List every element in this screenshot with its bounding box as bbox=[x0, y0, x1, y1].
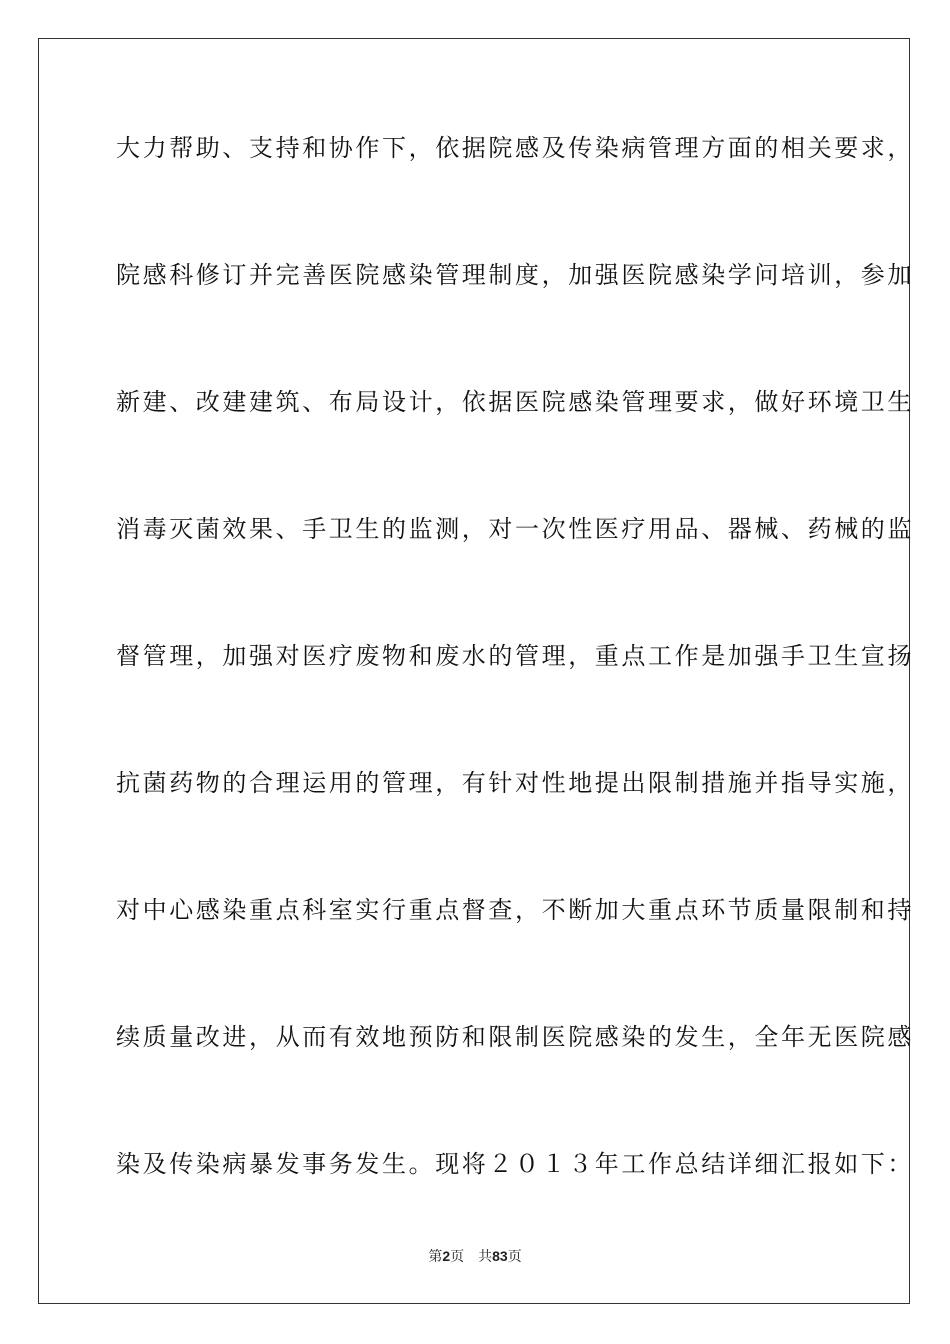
text-line-6: 抗菌药物的合理运用的管理，有针对性地提出限制措施并指导实施， bbox=[116, 769, 914, 797]
total-page-number: 83 bbox=[492, 1248, 508, 1264]
text-line-5: 督管理，加强对医疗废物和废水的管理，重点工作是加强手卫生宣扬 bbox=[116, 642, 914, 670]
text-line-8: 续质量改进，从而有效地预防和限制医院感染的发生，全年无医院感 bbox=[116, 1023, 914, 1051]
document-body bbox=[116, 118, 914, 1261]
total-suffix: 页 bbox=[507, 1249, 522, 1265]
total-prefix: 共 bbox=[478, 1249, 493, 1265]
text-line-4: 消毒灭菌效果、手卫生的监测，对一次性医疗用品、器械、药械的监 bbox=[116, 515, 914, 543]
text-line-3: 新建、改建建筑、布局设计，依据医院感染管理要求，做好环境卫生 bbox=[116, 388, 914, 416]
current-page-number: 2 bbox=[442, 1248, 451, 1264]
text-line-1: 大力帮助、支持和协作下，依据院感及传染病管理方面的相关要求， bbox=[116, 134, 914, 162]
text-line-9: 染及传染病暴发事务发生。现将２０１３年工作总结详细汇报如下： bbox=[116, 1150, 914, 1178]
page-prefix: 第 bbox=[428, 1249, 443, 1265]
page-suffix: 页 bbox=[450, 1249, 465, 1265]
text-line-7: 对中心感染重点科室实行重点督查，不断加大重点环节质量限制和持 bbox=[116, 896, 914, 924]
page-footer bbox=[0, 1246, 950, 1266]
text-line-2: 院感科修订并完善医院感染管理制度，加强医院感染学问培训，参加 bbox=[116, 261, 914, 289]
